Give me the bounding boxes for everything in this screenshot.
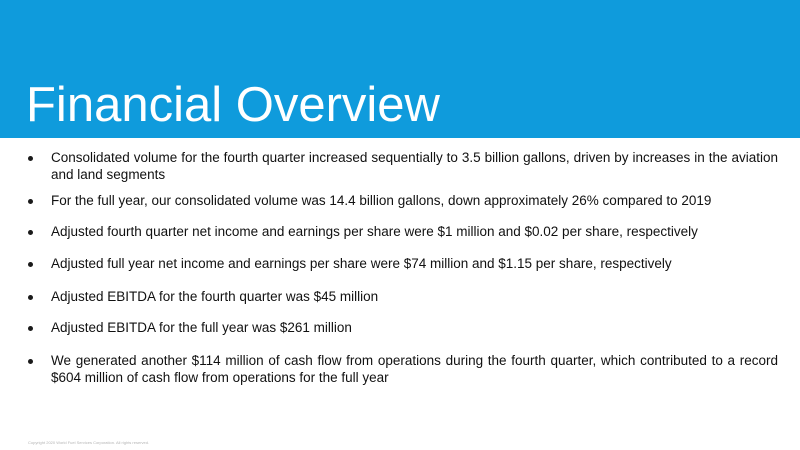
bullet-text: Adjusted fourth quarter net income and earnings per share were $1 million and $0.02 per share, respectively <box>51 224 698 239</box>
title-banner <box>0 0 800 138</box>
bullet-dot-icon <box>28 326 33 331</box>
bullet-text: Consolidated volume for the fourth quarter increased sequentially to 3.5 billion gallons, driven by increases in the aviation and land segments <box>51 150 778 182</box>
bullet-dot-icon <box>28 262 33 267</box>
bullet-text: We generated another $114 million of cash flow from operations during the fourth quarter, which contributed to a record $604 million of cash flow from operations for the full year <box>51 353 778 385</box>
slide-title: Financial Overview <box>26 78 440 132</box>
bullet-text: Adjusted full year net income and earnings per share were $74 million and $1.15 per share, respectively <box>51 256 672 271</box>
bullet-dot-icon <box>28 230 33 235</box>
bullet-dot-icon <box>28 156 33 161</box>
bullet-text: For the full year, our consolidated volume was 14.4 billion gallons, down approximately 26% compared to 2019 <box>51 193 712 208</box>
bullet-text: Adjusted EBITDA for the fourth quarter was $45 million <box>51 289 379 304</box>
copyright-footer: Copyright 2020 World Fuel Services Corporation. All rights reserved. <box>28 440 150 445</box>
bullet-dot-icon <box>28 359 33 364</box>
bullet-dot-icon <box>28 295 33 300</box>
bullet-dot-icon <box>28 199 33 204</box>
bullet-text: Adjusted EBITDA for the full year was $261 million <box>51 320 352 335</box>
